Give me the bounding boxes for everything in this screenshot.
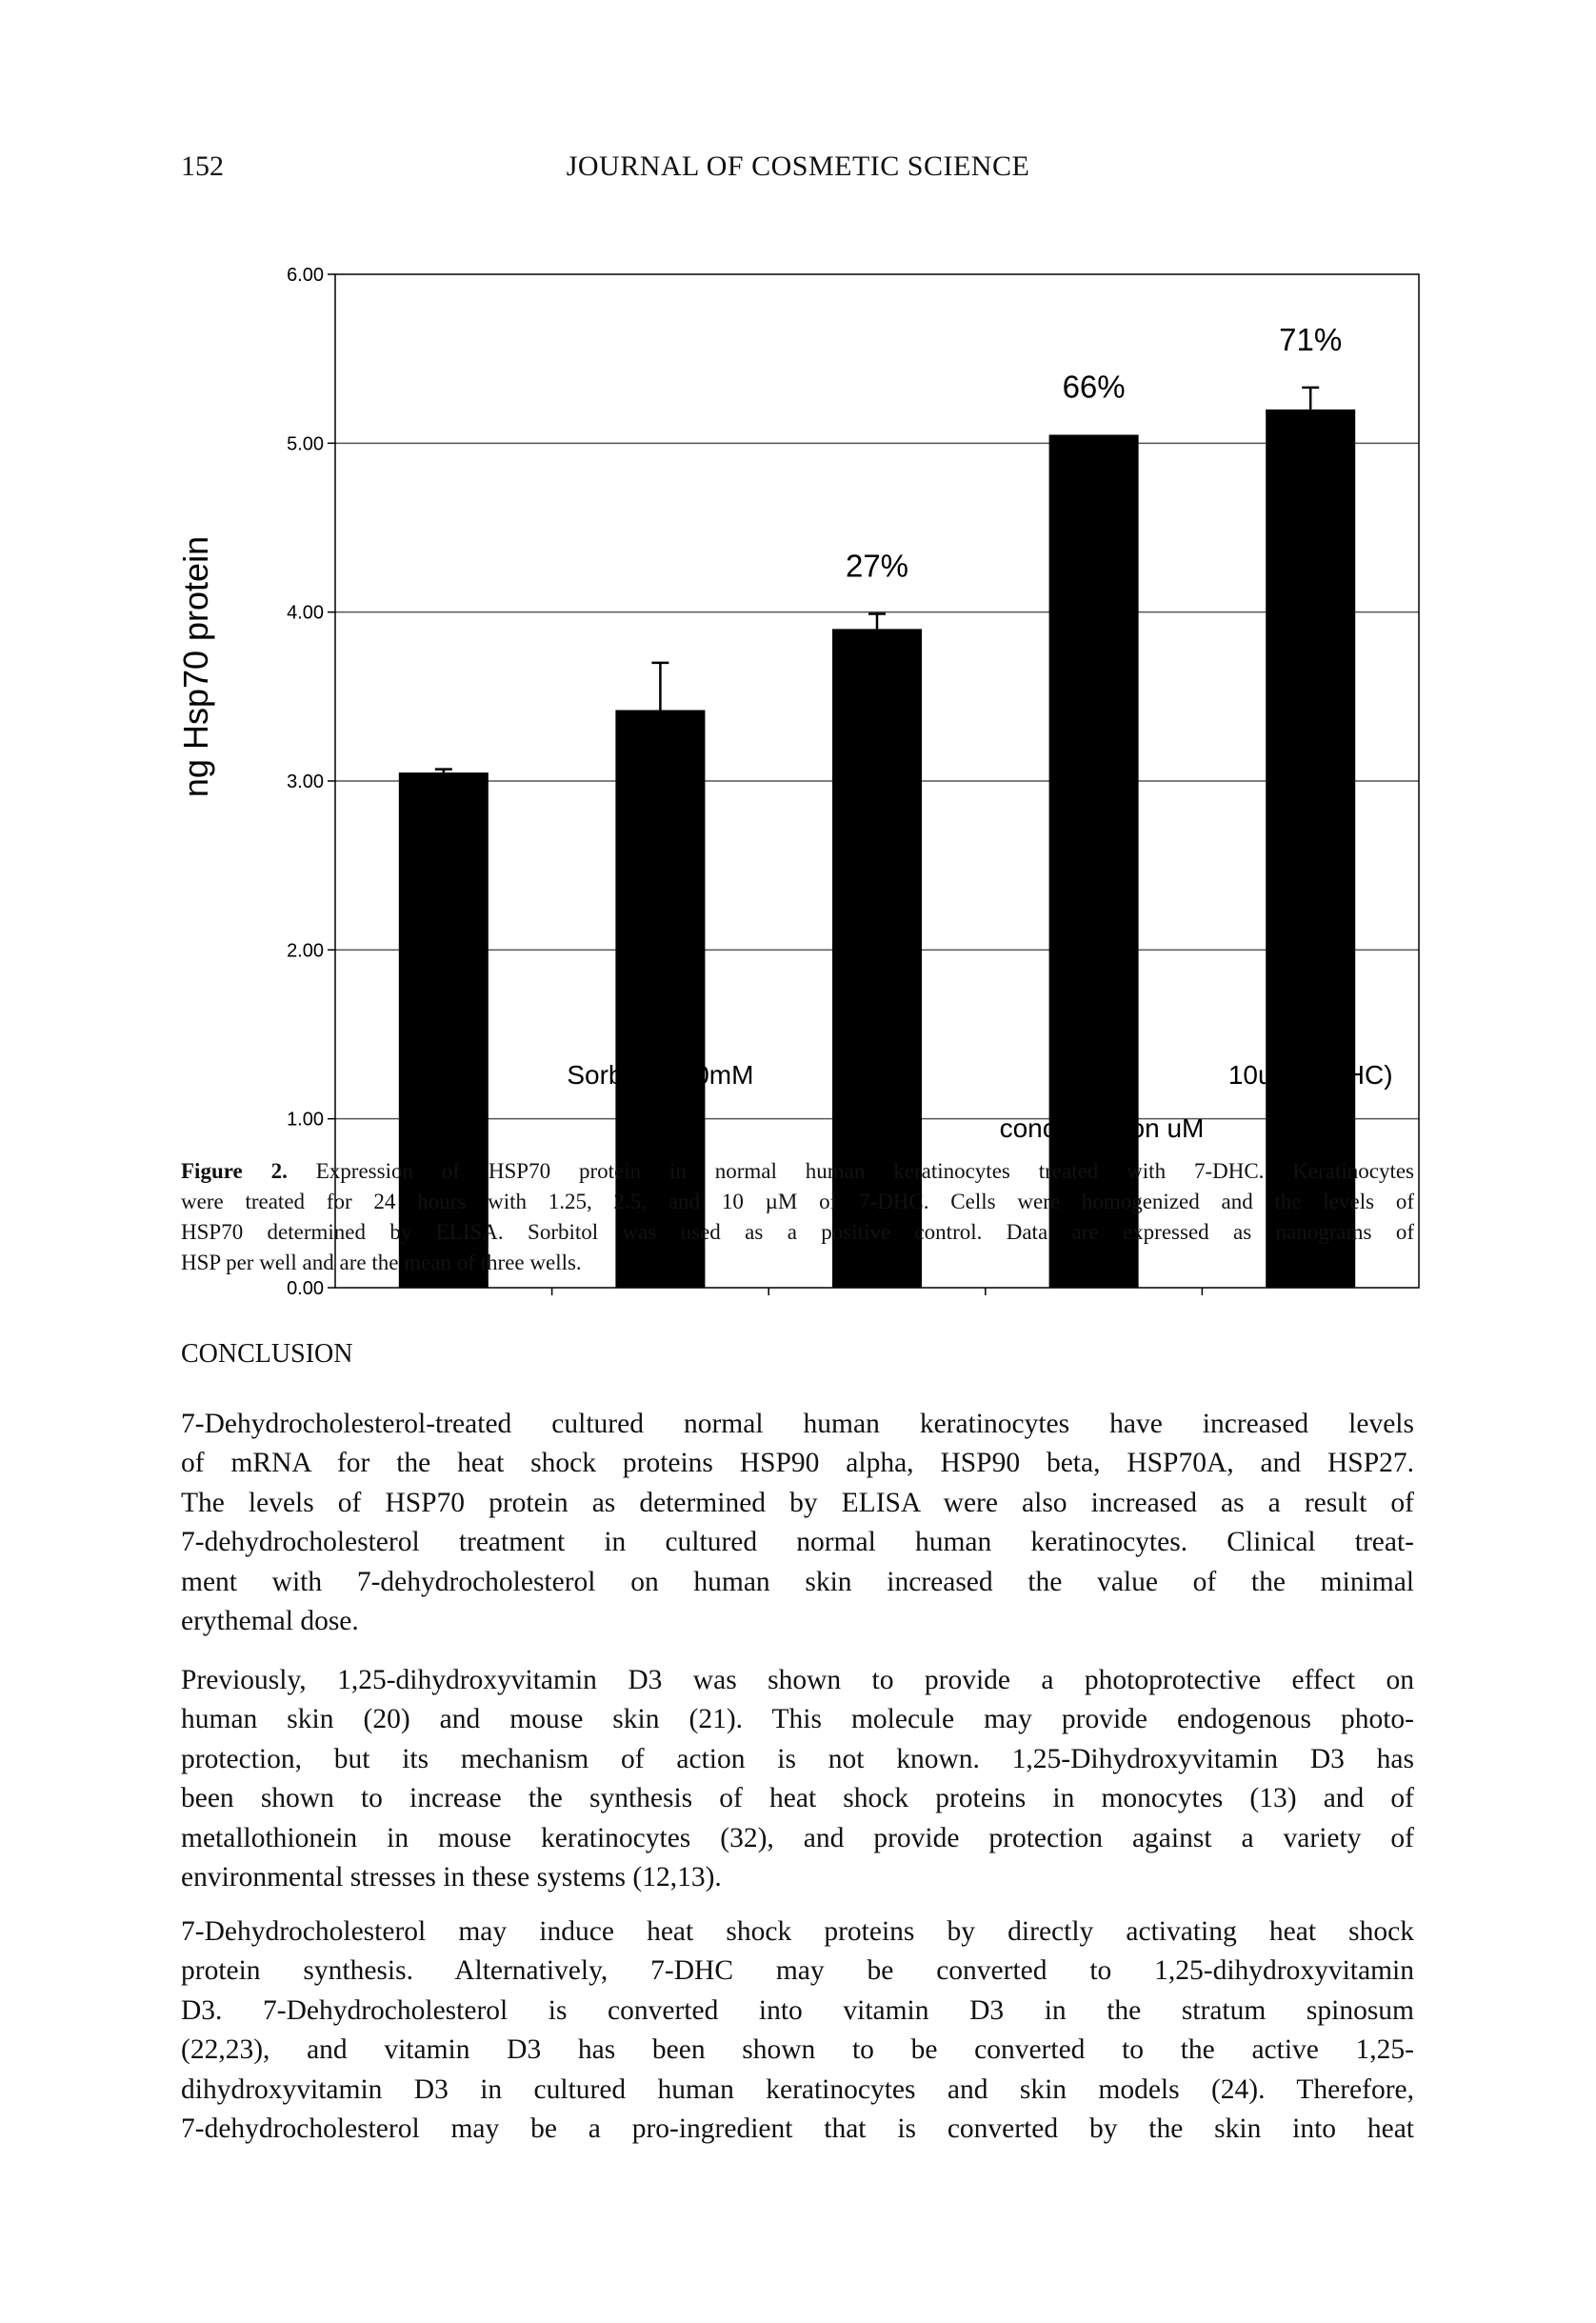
figure-caption [181,1156,1414,1278]
percent-annotation: 66% [1062,369,1126,405]
paragraph-line: 7-Dehydrocholesterol may induce heat shock proteins by directly activating heat shock [181,1916,1414,1947]
y-tick-label: 3.00 [287,771,324,792]
x-tick-label: Sorbitol 100mM [567,1060,754,1090]
paragraph-line: Previously, 1,25-dihydroxyvitamin D3 was shown to provide a photoprotective effect on [181,1665,1414,1695]
paragraph-line: (22,23), and vitamin D3 has been shown to be converted to the active 1,25- [181,2034,1414,2066]
section-heading: CONCLUSION [181,1339,353,1369]
paragraph-line: 7-dehydrocholesterol may be a pro-ingredient that is converted by the skin into heat [181,2113,1414,2145]
y-tick-label: 5.00 [287,433,324,455]
paragraph-line: D3. 7-Dehydrocholesterol is converted into vitamin D3 in the stratum spinosum [181,1994,1414,2026]
running-header: JOURNAL OF COSMETIC SCIENCE [566,150,1030,182]
paragraph-line: dihydroxyvitamin D3 in cultured human keratinocytes and skin models (24). Therefore, [181,2073,1414,2105]
x-tick-label: 10uM (7DHC) [1227,1060,1393,1090]
x-tick-label: 1.25 [850,1060,904,1090]
caption-line: HSP per well and are the mean of three wells. [181,1251,582,1274]
caption-line: were treated for 24 hours with 1.25, 2.5, and 10 µM of 7-DHC. Cells were homogenized and the levels of [181,1190,1414,1213]
paragraph-2 [181,1661,1414,1897]
paragraph-line: ment with 7-dehydrocholesterol on human skin increased the value of the minimal [181,1566,1414,1597]
y-tick-label: 1.00 [287,1109,324,1131]
paragraph-line: protection, but its mechanism of action is not known. 1,25-Dihydroxyvitamin D3 has [181,1743,1414,1774]
paragraph-line: human skin (20) and mouse skin (21). This molecule may provide endogenous photo- [181,1704,1414,1735]
paragraph-line: metallothionein in mouse keratinocytes (32), and provide protection against a variety of [181,1822,1414,1853]
paragraph-line: 7-Dehydrocholesterol-treated cultured normal human keratinocytes have increased levels [181,1409,1414,1439]
x-tick-label: 2.5 [1075,1060,1113,1090]
x-axis-label: concentration uM [999,1113,1205,1143]
percent-annotation: 27% [845,548,909,584]
page-number: 152 [181,150,224,182]
paragraph-line: environmental stresses in these systems (12,13). [181,1862,722,1893]
paragraph-line: The levels of HSP70 protein as determined by ELISA were also increased as a result of [181,1487,1414,1518]
y-tick-label: 4.00 [287,602,324,624]
paragraph-line: erythemal dose. [181,1606,359,1637]
y-tick-label: 0.00 [287,1278,324,1299]
percent-annotation: 71% [1279,321,1343,357]
y-tick-label: 6.00 [287,265,324,286]
paragraph-1 [181,1405,1414,1641]
paragraph-line: protein synthesis. Alternatively, 7-DHC may be converted to 1,25-dihydroxyvitamin [181,1955,1414,1987]
paragraph-line: of mRNA for the heat shock proteins HSP90 alpha, HSP90 beta, HSP70A, and HSP27. [181,1448,1414,1479]
caption-label: Figure 2. [181,1159,288,1183]
x-tick-label: Control [400,1060,487,1090]
paragraph-line: been shown to increase the synthesis of heat shock proteins in monocytes (13) and of [181,1783,1414,1814]
y-axis-label: ng Hsp70 protein [176,535,215,798]
y-tick-label: 2.00 [287,940,324,962]
paragraph-line: 7-dehydrocholesterol treatment in cultured normal human keratinocytes. Clinical treat- [181,1527,1414,1558]
caption-line: Expression of HSP70 protein in normal human keratinocytes treated with 7-DHC. Keratinocytes [287,1159,1415,1183]
paragraph-3 [181,1912,1414,2149]
caption-line: HSP70 determined by ELISA. Sorbitol was used as a positive control. Data are expressed as nanograms of [181,1220,1414,1244]
